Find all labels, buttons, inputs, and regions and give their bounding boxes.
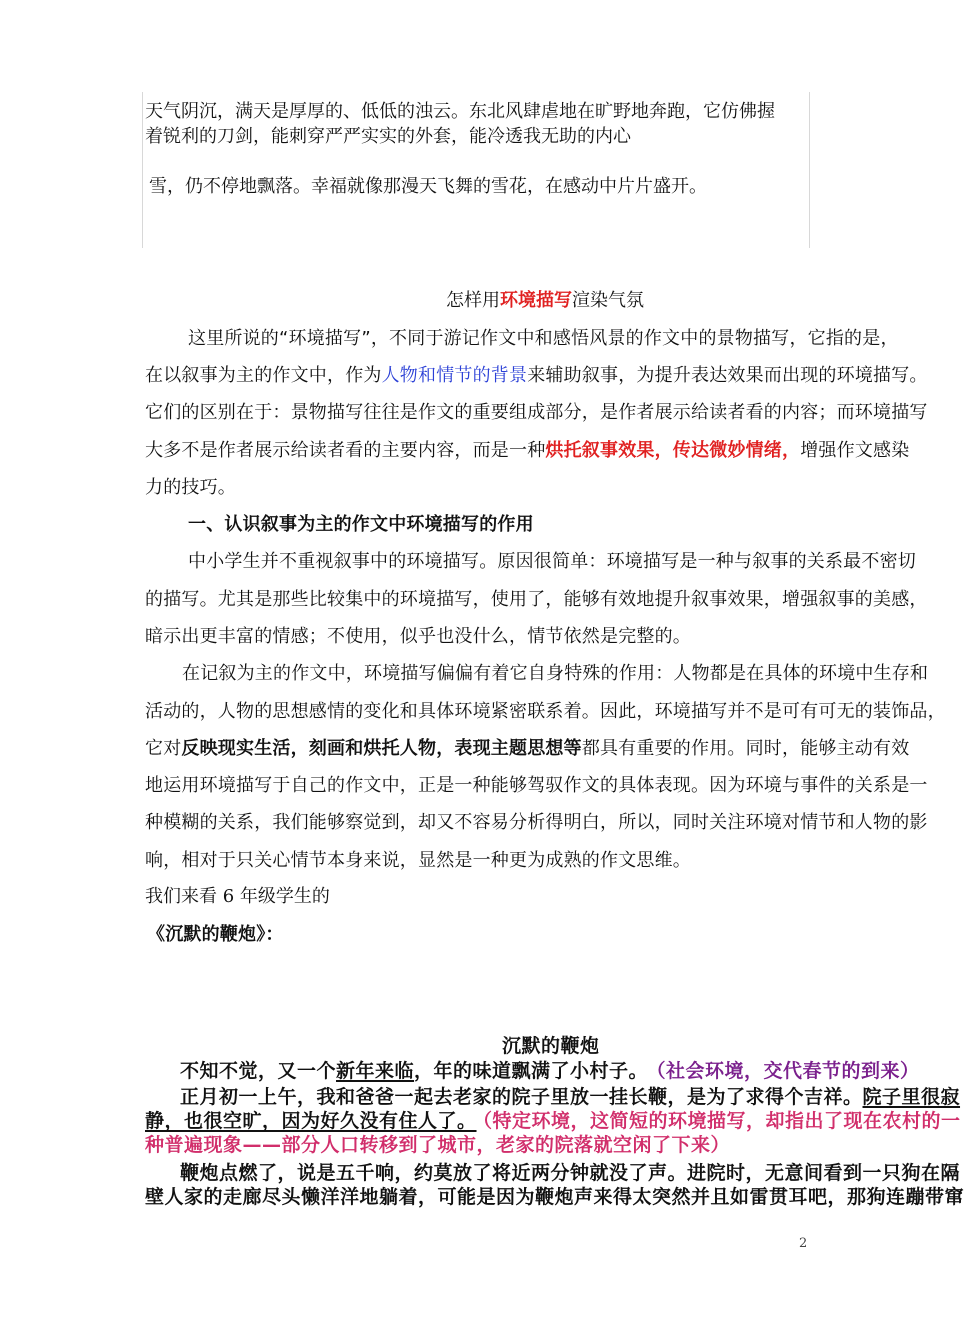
essay-underlined-2: 院子里很寂: [862, 1086, 961, 1108]
p2-line-1: 中小学生并不重视叙事中的环境描写。原因很简单：环境描写是一种与叙事的关系最不密切: [188, 551, 916, 572]
intro-line: 我们来看 6 年级学生的: [145, 886, 330, 907]
p1-line-1: 这里所说的“环境描写”，不同于游记作文中和感悟风景的作文中的景物描写，它指的是，: [188, 328, 899, 349]
section-heading-1: 一、认识叙事为主的作文中环境描写的作用: [188, 514, 534, 535]
essay-line-1: [180, 1056, 920, 1083]
p2-line-2: 的描写。尤其是那些比较集中的环境描写，使用了，能够有效地提升叙事效果，增强叙事的美感，: [145, 589, 928, 610]
quote-line-3: 雪，仍不停地飘落。幸福就像那漫天飞舞的雪花，在感动中片片盛开。: [149, 176, 707, 197]
p3-line-1: 在记叙为主的作文中，环境描写偏偏有着它自身特殊的作用：人物都是在具体的环境中生存和: [182, 663, 929, 684]
essay-title: 沉默的鞭炮: [502, 1035, 600, 1057]
p1-line-5: 力的技巧。: [145, 477, 236, 498]
title-pre: 怎样用: [446, 290, 500, 311]
essay-annotation-1: （社会环境，交代春节的到来）: [656, 1060, 920, 1082]
essay-line-3: [145, 1106, 961, 1133]
p3-line-3: [145, 734, 909, 760]
p3-line-2: 活动的，人物的思想感情的变化和具体环境紧密联系着。因此，环境描写并不是可有可无的装饰品，: [145, 701, 946, 722]
p1-line-3: 它们的区别在于：景物描写往往是作文的重要组成部分，是作者展示给读者看的内容；而环境描写: [145, 402, 928, 423]
title-post: 渲染气氛: [572, 290, 644, 311]
essay-line-5: 鞭炮点燃了，说是五千响，约莫放了将近两分钟就没了声。进院时，无意间看到一只狗在隔: [180, 1162, 961, 1184]
essay-line-1-pre: 不知不觉，又一个: [180, 1060, 337, 1082]
essay-line-1-post: ，年的味道飘满了小村子。: [414, 1060, 649, 1082]
p1-line-4: [145, 436, 909, 462]
p1-line-2-pre: 在以叙事为主的作文中，作为: [145, 365, 382, 386]
essay-annotation-2: （特定环境，这简短的环境描写，却指出了现在农村的一: [482, 1110, 961, 1132]
p1-line-4-pre: 大多不是作者展示给读者看的主要内容，而是一种: [145, 440, 546, 461]
essay-reference: 《沉默的鞭炮》：: [147, 924, 284, 945]
page-number: 2: [799, 1236, 808, 1251]
essay-underlined-3: 静，也很空旷，因为好久没有住人了。: [145, 1110, 477, 1132]
essay-line-2-pre: 正月初一上午，我和爸爸一起去老家的院子里放一挂长鞭，是为了求得个吉祥。: [180, 1086, 863, 1108]
p3-line-4: 地运用环境描写于自己的作文中，正是一种能够驾驭作文的具体表现。因为环境与事件的关系是一: [145, 775, 928, 796]
essay-annotation-2-cont: 种普遍现象——部分人口转移到了城市，老家的院落就空闲了下来）: [145, 1134, 731, 1156]
p1-line-2-post: 来辅助叙事，为提升表达效果而出现的环境描写。: [527, 365, 928, 386]
p3-line-3-post: 都具有重要的作用。同时，能够主动有效: [581, 738, 910, 759]
title-highlight: 环境描写: [500, 290, 572, 311]
p1-line-2: [145, 361, 928, 387]
quote-line-2: 着锐利的刀剑，能刺穿严严实实的外套，能冷透我无助的内心: [145, 126, 631, 147]
p1-blue-phrase: 人物和情节的背景: [381, 365, 528, 386]
p3-line-6: 响，相对于只关心情节本身来说，显然是一种更为成熟的作文思维。: [145, 850, 691, 871]
quote-line-1: 天气阴沉，满天是厚厚的、低低的浊云。东北风肆虐地在旷野地奔跑，它仿佛握: [145, 101, 775, 122]
essay-underlined-1: 新年来临: [336, 1060, 415, 1082]
essay-line-6: 壁人家的走廊尽头懒洋洋地躺着，可能是因为鞭炮声来得太突然并且如雷贯耳吧，那狗连蹦带窜: [145, 1186, 964, 1208]
essay-line-2: [180, 1082, 960, 1109]
p3-line-3-pre: 它对: [145, 738, 182, 759]
p3-line-5: 种模糊的关系，我们能够察觉到，却又不容易分析得明白，所以，同时关注环境对情节和人物的影: [145, 812, 928, 833]
article-title: [446, 286, 644, 312]
p1-red-phrase: 烘托叙事效果，传达微妙情绪，: [545, 440, 801, 461]
p1-line-4-post: 增强作文感染: [800, 440, 910, 461]
p2-line-3: 暗示出更丰富的情感；不使用，似乎也没什么，情节依然是完整的。: [145, 626, 691, 647]
p3-bold-phrase: 反映现实生活，刻画和烘托人物，表现主题思想等: [181, 738, 582, 759]
